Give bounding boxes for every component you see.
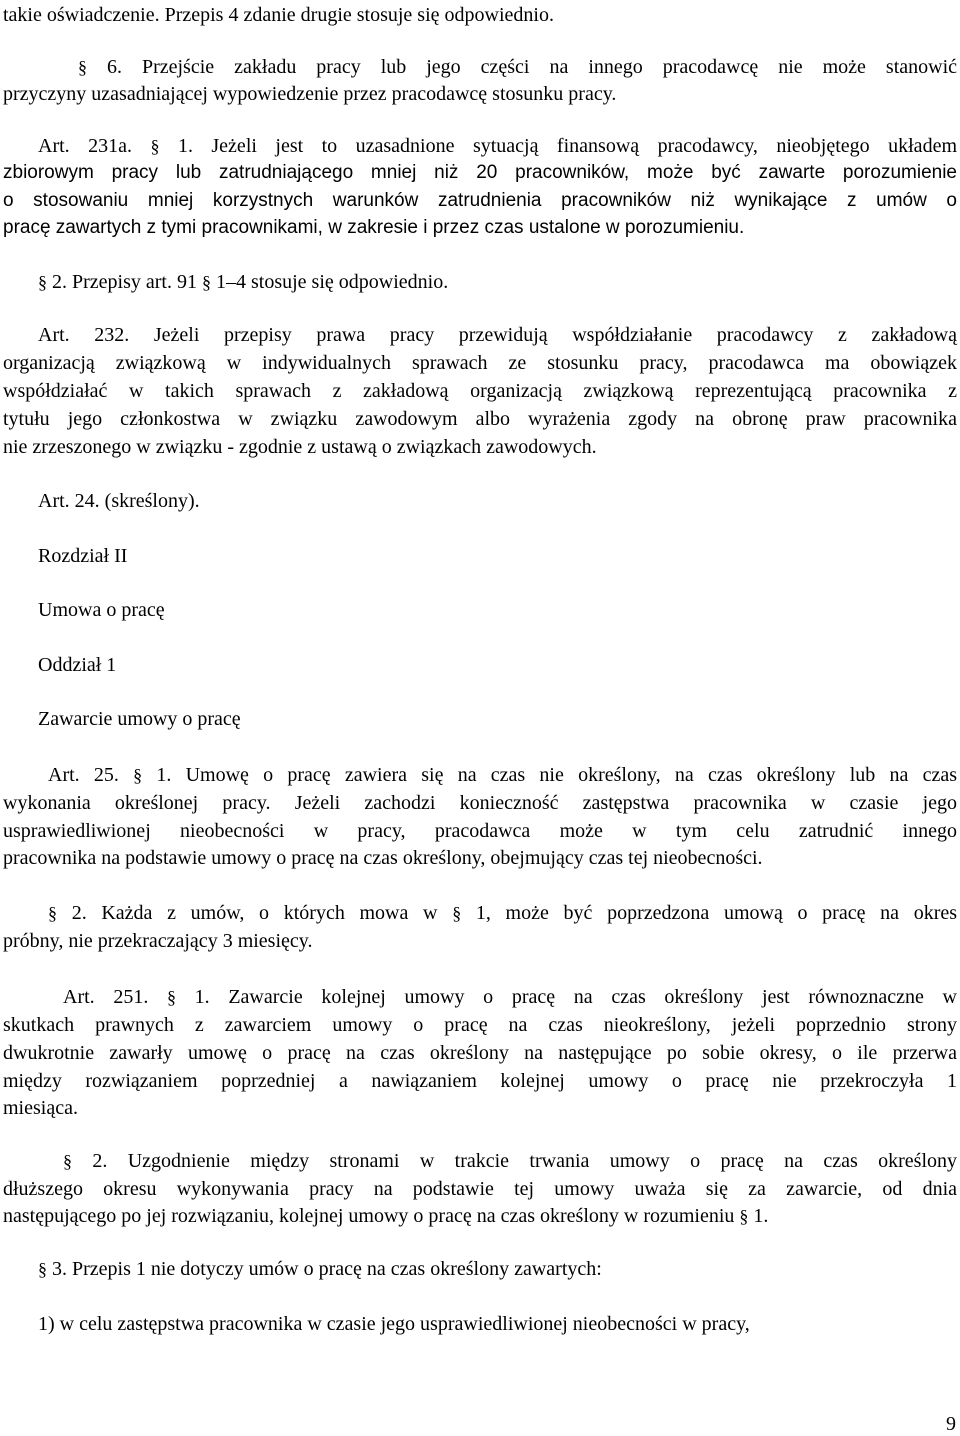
page-number: 9 xyxy=(946,1413,956,1435)
article-251-line-4: między rozwiązaniem poprzedniej a nawiązaniem kolejnej umowy o pracę nie przekroczyła 1 xyxy=(3,1070,957,1092)
article-251-paragraph-2-line-1: § 2. Uzgodnienie między stronami w trakcie trwania umowy o pracę na czas określony xyxy=(63,1150,957,1172)
article-25-line-2: wykonania określonej pracy. Jeżeli zachodzi konieczność zastępstwa pracownika w czasie jego xyxy=(3,792,957,814)
article-232-line-5: nie zrzeszonego w związku - zgodnie z ustawą o związkach zawodowych. xyxy=(3,436,597,458)
chapter-title: Umowa o pracę xyxy=(38,599,165,621)
article-231a-line-4: pracę zawartych z tymi pracownikami, w zakresie i przez czas ustalone w porozumieniu. xyxy=(3,217,745,238)
article-231a-line-3: o stosowaniu mniej korzystnych warunków zatrudnienia pracowników niż wynikające z umów o xyxy=(3,190,957,211)
paragraph-6-line-1: § 6. Przejście zakładu pracy lub jego części na innego pracodawcę nie może stanowić xyxy=(78,56,958,78)
article-25-line-1: Art. 25. § 1. Umowę o pracę zawiera się na czas nie określony, na czas określony lub na czas xyxy=(48,764,958,786)
article-25-paragraph-2-line-2: próbny, nie przekraczający 3 miesięcy. xyxy=(3,930,313,952)
chapter-heading: Rozdział II xyxy=(38,545,128,567)
section-sign: § xyxy=(452,903,462,923)
section-sign: § xyxy=(38,1259,47,1279)
article-231a-line-1: Art. 231a. § 1. Jeżeli jest to uzasadnione sytuacją finansową pracodawcy, nieobjętego układem xyxy=(38,135,957,157)
paragraph-6-line-2: przyczyny uzasadniającej wypowiedzenie przez pracodawcę stosunku pracy. xyxy=(3,83,617,105)
section-sign: § xyxy=(78,57,87,77)
article-251-paragraph-3: § 3. Przepis 1 nie dotyczy umów o pracę na czas określony zawartych: xyxy=(38,1258,602,1280)
article-231a-line-2: zbiorowym pracy lub zatrudniającego mniej niż 20 pracowników, może być zawarte porozumienie xyxy=(3,162,957,183)
article-251-point-1: 1) w celu zastępstwa pracownika w czasie jego usprawiedliwionej nieobecności w pracy, xyxy=(38,1313,750,1335)
section-sign: § xyxy=(201,272,211,292)
section-title: Zawarcie umowy o pracę xyxy=(38,708,241,730)
article-232-line-2: organizacją związkową w indywidualnych sprawach ze stosunku pracy, pracodawca ma obowiązek xyxy=(3,352,957,374)
text-line: takie oświadczenie. Przepis 4 zdanie drugie stosuje się odpowiednio. xyxy=(3,4,554,26)
article-251-line-1: Art. 251. § 1. Zawarcie kolejnej umowy o pracę na czas określony jest równoznaczne w xyxy=(63,986,957,1008)
article-251-paragraph-2-line-2: dłuższego okresu wykonywania pracy na podstawie tej umowy uważa się za zawarcie, od dnia xyxy=(3,1178,957,1200)
section-sign: § xyxy=(48,903,57,923)
section-sign: § xyxy=(150,136,160,156)
article-25-line-3: usprawiedliwionej nieobecności w pracy, pracodawca może w tym celu zatrudnić innego xyxy=(3,820,957,842)
article-25-line-4: pracownika na podstawie umowy o pracę na czas określony, obejmujący czas tej nieobecności. xyxy=(3,847,763,869)
article-251-line-2: skutkach prawnych z zawarciem umowy o pracę na czas nieokreślony, jeżeli poprzednio strony xyxy=(3,1014,957,1036)
section-sign: § xyxy=(38,272,47,292)
section-sign: § xyxy=(167,987,176,1007)
section-sign: § xyxy=(133,765,143,785)
article-25-paragraph-2-line-1: § 2. Każda z umów, o których mowa w § 1, może być poprzedzona umową o pracę na okres xyxy=(48,902,958,924)
article-232-line-1: Art. 232. Jeżeli przepisy prawa pracy przewidują współdziałanie pracodawcy z zakładową xyxy=(38,324,957,346)
section-heading: Oddział 1 xyxy=(38,654,117,676)
article-251-line-3: dwukrotnie zawarły umowę o pracę na czas określony na następujące po sobie okresy, o ile przerwa xyxy=(3,1042,957,1064)
article-24: Art. 24. (skreślony). xyxy=(38,490,200,512)
section-sign: § xyxy=(63,1151,72,1171)
article-251-line-5: miesiąca. xyxy=(3,1097,78,1119)
article-232-line-3: współdziałać w takich sprawach z zakładową organizacją związkową reprezentującą pracownika z xyxy=(3,380,957,402)
article-251-paragraph-2-line-3: następującego po jej rozwiązaniu, kolejnej umowy o pracę na czas określony w rozumieniu § 1. xyxy=(3,1205,769,1227)
article-232-line-4: tytułu jego członkostwa w związku zawodowym albo wyrażenia zgody na obronę praw pracownika xyxy=(3,408,957,430)
article-231a-paragraph-2: § 2. Przepisy art. 91 § 1–4 stosuje się odpowiednio. xyxy=(38,271,449,293)
section-sign: § xyxy=(739,1206,749,1226)
